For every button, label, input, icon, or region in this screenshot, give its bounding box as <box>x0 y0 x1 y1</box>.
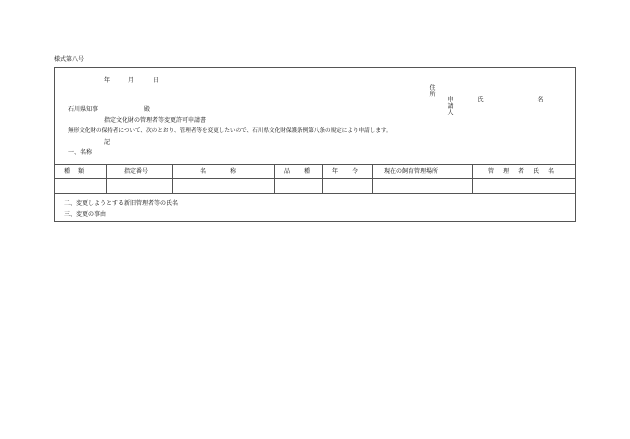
applicant-name-suffix: 名 <box>536 96 543 103</box>
table-col-divider <box>274 164 275 193</box>
table-col-divider <box>172 164 173 193</box>
header-current-location: 現在の飼育管理場所 <box>384 168 439 175</box>
header-name: 名称 <box>200 168 261 175</box>
style-number: 様式第八号 <box>54 56 85 63</box>
header-manager-name: 管理者氏名 <box>488 168 564 175</box>
document-title: 指定文化財の管理者等変更許可申請書 <box>104 117 207 124</box>
table-bottom-line <box>54 193 576 194</box>
table-col-divider <box>372 164 373 193</box>
header-type: 種類 <box>64 168 93 175</box>
section-3-reason: 三、変更の事由 <box>64 211 107 218</box>
ki-mark: 記 <box>104 139 111 146</box>
addressee: 石川県知事 <box>68 106 99 113</box>
applicant-label: 申請人 <box>446 96 453 116</box>
address-label: 住所 <box>428 84 435 97</box>
section-1-name: 一、名称 <box>68 149 93 156</box>
body-text: 無形文化財の保持者について、次のとおり、管理者等を変更したいので、石川県文化財保護条例第八条の規定により申請します。 <box>68 128 392 134</box>
date-year: 年 <box>104 77 111 84</box>
table-header-line <box>54 178 576 179</box>
header-designation-number: 指定番号 <box>124 168 149 175</box>
form-frame <box>54 67 576 222</box>
applicant-name-label: 氏 <box>476 96 483 103</box>
date-month: 月 <box>128 77 135 84</box>
table-col-divider <box>472 164 473 193</box>
table-col-divider <box>106 164 107 193</box>
table-top-line <box>54 164 576 165</box>
header-breed: 品種 <box>284 168 325 175</box>
date-day: 日 <box>153 77 160 84</box>
addressee-suffix: 殿 <box>144 106 151 113</box>
header-age: 年令 <box>332 168 373 175</box>
section-2-new-old-manager: 二、変更しようとする新旧管理者等の氏名 <box>64 200 179 207</box>
